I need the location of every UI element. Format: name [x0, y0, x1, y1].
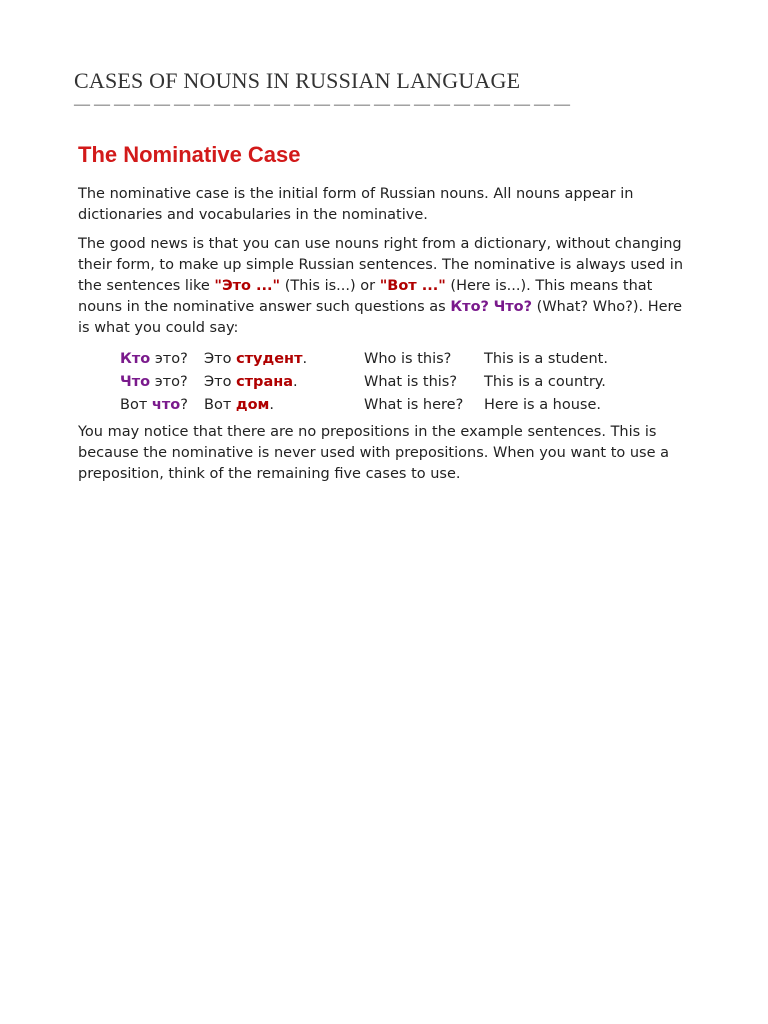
- usage-text-3: (Here is...). This means that nouns in the nominative answer such questions as: [78, 278, 653, 315]
- answer-noun: страна: [236, 373, 294, 390]
- intro-paragraph: The nominative case is the initial form of Russian nouns. All nouns appear in dictionaries and vocabularies in the nominative.: [78, 186, 634, 223]
- russian-question: [120, 393, 204, 416]
- nominative-case-section: [78, 142, 698, 493]
- russian-answer: [204, 393, 364, 416]
- section-heading: The Nominative Case: [78, 142, 301, 167]
- english-answer: This is a country.: [484, 373, 606, 390]
- question-prefix: Вот: [120, 396, 152, 413]
- answer-noun: студент: [236, 350, 303, 367]
- title-underline: — — — — — — — — — — — — — — — — — — — — — — — — —: [74, 96, 570, 113]
- question-word: что: [151, 396, 181, 413]
- english-answer: Here is a house.: [484, 396, 602, 413]
- question-rest: это?: [150, 373, 188, 390]
- answer-suffix: .: [269, 396, 275, 413]
- usage-text-4: (What? Who?). Here is what you could say:: [78, 299, 683, 336]
- usage-text-1: The good news is that you can use nouns right from a dictionary, without changing their form, to make up simple Russian sentences. The nominative is always used in the sentences like: [78, 236, 684, 294]
- russian-answer: [204, 347, 364, 370]
- russian-question: [120, 347, 204, 370]
- answer-prefix: Это: [204, 373, 237, 390]
- english-question: What is this?: [364, 373, 458, 390]
- chto-question: Что?: [493, 299, 533, 315]
- question-rest: ?: [180, 396, 188, 413]
- usage-paragraph: [78, 234, 698, 339]
- answer-prefix: Это: [204, 350, 237, 367]
- english-answer: This is a student.: [484, 350, 608, 367]
- english-question: What is here?: [364, 396, 464, 413]
- english-question: Who is this?: [364, 350, 452, 367]
- example-row: [120, 347, 608, 370]
- example-row: [120, 370, 608, 393]
- question-word: Кто: [120, 350, 151, 367]
- usage-text-2: (This is...) or: [280, 278, 380, 294]
- russian-question: [120, 370, 204, 393]
- answer-prefix: Вот: [204, 396, 236, 413]
- example-row: [120, 393, 608, 416]
- vot-phrase: "Вот ...": [379, 278, 446, 294]
- eto-phrase: "Это ...": [214, 278, 281, 294]
- document-title: CASES OF NOUNS IN RUSSIAN LANGUAGE: [74, 68, 521, 93]
- answer-suffix: .: [293, 373, 298, 390]
- question-rest: это?: [150, 350, 188, 367]
- answer-suffix: .: [302, 350, 308, 367]
- prepositions-paragraph: You may notice that there are no prepositions in the example sentences. This is because the nominative is never used with prepositions. When you want to use a preposition, think of the remaining five cases to use.: [78, 424, 670, 482]
- examples-table: [120, 347, 608, 416]
- question-word: Что: [120, 373, 151, 390]
- russian-answer: [204, 370, 364, 393]
- kto-question: Кто?: [450, 299, 489, 315]
- answer-noun: дом: [235, 396, 270, 413]
